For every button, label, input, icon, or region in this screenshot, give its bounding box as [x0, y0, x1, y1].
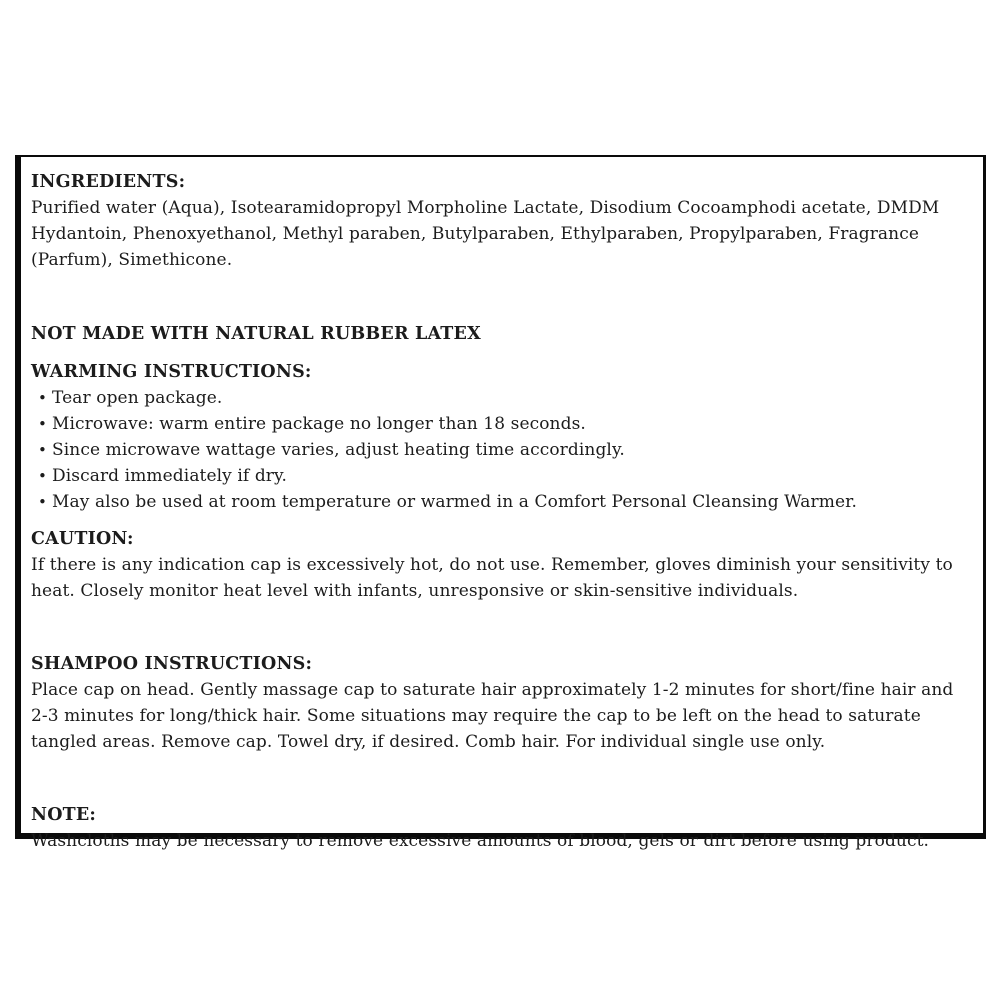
- bullet-text: Since microwave wattage varies, adjust heating time accordingly.: [52, 440, 625, 460]
- section-shampoo-instructions: [31, 651, 969, 755]
- shampoo-instructions-body: Place cap on head. Gently massage cap to saturate hair approximately 1-2 minutes for short/fine hair and 2-3 minutes for long/thick hair. Some situations may require the cap to be left on the head to saturate tangled areas. Remove cap. Towel dry, if desired. Comb hair. For individual single use only.: [31, 680, 954, 752]
- latex-notice: NOT MADE WITH NATURAL RUBBER LATEX: [31, 324, 481, 344]
- bullet-text: Discard immediately if dry.: [52, 466, 287, 486]
- list-item: [31, 489, 969, 515]
- caution-body: If there is any indication cap is excessively hot, do not use. Remember, gloves diminish your sensitivity to heat. Closely monitor heat level with infants, unresponsive or skin-sensitive individuals.: [31, 555, 953, 601]
- bullet-icon: •: [38, 441, 47, 459]
- bullet-icon: •: [38, 389, 47, 407]
- note-body: Washcloths may be necessary to remove excessive amounts of blood, gels or dirt before using product.: [31, 831, 930, 851]
- bullet-icon: •: [38, 467, 47, 485]
- bullet-text: Tear open package.: [52, 388, 223, 408]
- bullet-text: Microwave: warm entire package no longer than 18 seconds.: [52, 414, 586, 434]
- product-label-panel: [15, 155, 986, 851]
- warming-instructions-heading: WARMING INSTRUCTIONS:: [31, 362, 312, 382]
- section-caution: [31, 526, 969, 604]
- section-ingredients: [31, 169, 969, 273]
- section-warming-instructions: [31, 359, 969, 515]
- note-heading: NOTE:: [31, 805, 97, 825]
- list-item: [31, 463, 969, 489]
- bullet-text: May also be used at room temperature or warmed in a Comfort Personal Cleansing Warmer.: [52, 492, 857, 512]
- list-item: [31, 437, 969, 463]
- bullet-icon: •: [38, 415, 47, 433]
- shampoo-instructions-heading: SHAMPOO INSTRUCTIONS:: [31, 654, 313, 674]
- section-note: [31, 802, 969, 854]
- ingredients-body: Purified water (Aqua), Isotearamidopropyl Morpholine Lactate, Disodium Cocoamphodi acetate, DMDM Hydantoin, Phenoxyethanol, Methyl paraben, Butylparaben, Ethylparaben, Propylparaben, Fragrance (Parfum), Simethicone.: [31, 198, 940, 270]
- list-item: [31, 411, 969, 437]
- warming-bullet-list: [31, 385, 969, 515]
- list-item: [31, 385, 969, 411]
- caution-heading: CAUTION:: [31, 529, 134, 549]
- ingredients-heading: INGREDIENTS:: [31, 172, 186, 192]
- bullet-icon: •: [38, 493, 47, 511]
